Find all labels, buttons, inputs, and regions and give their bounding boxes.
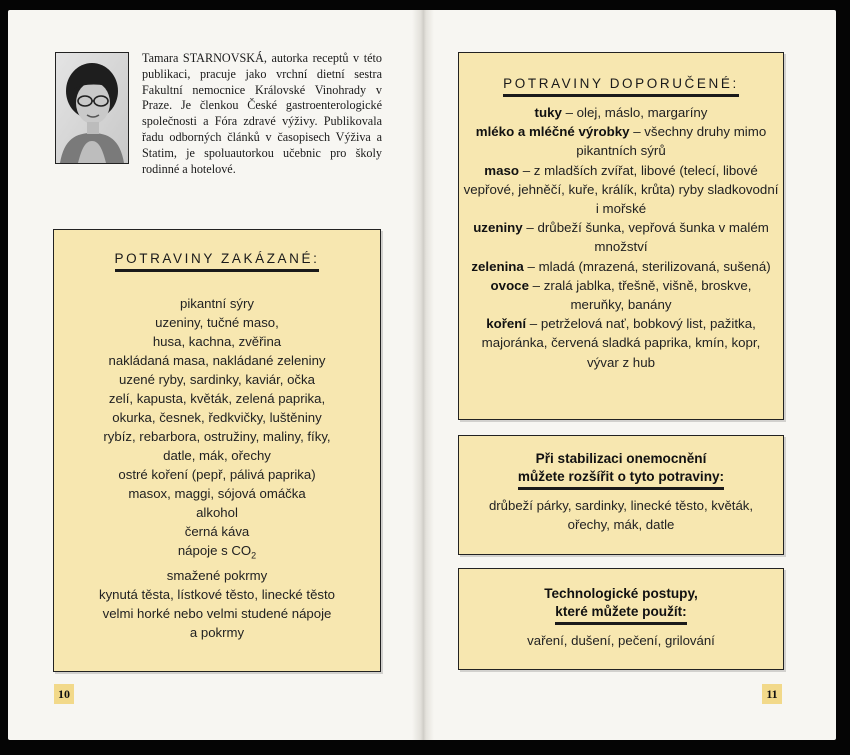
stabilization-title-line1: Při stabilizaci onemocnění <box>535 451 707 466</box>
item-term: zelenina <box>471 258 524 274</box>
item-term: tuky <box>534 105 562 120</box>
item-desc: – všechny druhy mimo pikantních sýrů <box>576 124 767 159</box>
list-item <box>459 257 783 276</box>
stabilization-title-line2: můžete rozšířit o tyto potraviny: <box>518 468 724 490</box>
author-bio: Tamara STARNOVSKÁ, autorka receptů v této publikaci, pracuje jako vrchní dietní sestra Fakultní nemocnice Královské Vinohrady v Praze. Je členkou České gastroenterologické společnosti a Fóra zdravé výživy. Publikovala řadu odborných článků v časopisech Výživa a Statim, je spoluautorkou učebnic pro školy rodinné a hotelové. <box>142 51 382 176</box>
item-term: koření <box>486 316 527 332</box>
list-item: okurka, česnek, ředkvičky, luštěniny <box>112 410 322 425</box>
stabilization-body: drůbeží párky, sardinky, linecké těsto, květák, ořechy, mák, datle <box>488 498 754 532</box>
list-item <box>459 122 783 160</box>
list-item <box>459 314 783 372</box>
co2-subscript: 2 <box>251 550 257 561</box>
list-item <box>459 161 783 219</box>
technology-title-line1: Technologické postupy, <box>544 586 698 601</box>
list-item: uzené ryby, sardinky, kaviár, očka <box>119 372 315 387</box>
author-photo <box>55 52 129 164</box>
list-item: zelí, kapusta, květák, zelená paprika, <box>108 391 326 406</box>
author-portrait-image <box>56 53 128 163</box>
recommended-foods-title: POTRAVINY DOPORUČENÉ: <box>503 76 739 97</box>
list-item: černá káva <box>184 524 250 539</box>
list-item: rybíz, rebarbora, ostružiny, maliny, fíky, <box>103 429 331 444</box>
item-term: mléko a mléčné výrobky <box>475 124 630 140</box>
item-term: ovoce <box>490 277 529 293</box>
item-desc: – olej, máslo, margaríny <box>561 105 708 120</box>
page-number-right: 11 <box>762 684 782 704</box>
technology-title-line2: které můžete použít: <box>555 603 686 625</box>
list-item: smažené pokrmy <box>166 567 268 583</box>
item-desc: – mladá (mrazená, sterilizovaná, sušená) <box>523 258 771 274</box>
forbidden-foods-list <box>54 294 380 642</box>
list-item: datle, mák, ořechy <box>163 448 271 463</box>
list-item: uzeniny, tučné maso, <box>155 315 279 330</box>
stabilization-title <box>459 450 783 490</box>
book-gutter <box>412 10 434 740</box>
list-item <box>459 103 783 122</box>
technology-title <box>459 585 783 625</box>
recommended-foods-list <box>459 103 783 372</box>
list-item: a pokrmy <box>189 624 245 640</box>
stabilization-box <box>458 435 784 555</box>
list-item <box>459 218 783 256</box>
list-item: husa, kachna, zvěřina <box>152 334 282 349</box>
list-item: kynutá těsta, lístkové těsto, linecké těsto <box>98 586 336 602</box>
list-item <box>459 276 783 314</box>
page-number-left: 10 <box>54 684 74 704</box>
list-item: nakládaná masa, nakládané zeleniny <box>108 353 326 368</box>
item-term: uzeniny <box>473 220 523 236</box>
list-item: masox, maggi, sójová omáčka <box>128 486 306 501</box>
co2-text: nápoje s CO <box>177 543 252 558</box>
forbidden-foods-box <box>53 229 381 672</box>
technology-body: vaření, dušení, pečení, grilování <box>527 633 715 648</box>
list-item: pikantní sýry <box>179 296 255 311</box>
list-item: velmi horké nebo velmi studené nápoje <box>102 605 332 621</box>
recommended-foods-box <box>458 52 784 420</box>
item-desc: – drůbeží šunka, vepřová šunka v malém množství <box>522 220 769 255</box>
item-desc: – petrželová nať, bobkový list, pažitka, majoránka, červená sladká paprika, kmín, kopr, vývar z hub <box>481 316 761 370</box>
item-desc: – zralá jablka, třešně, višně, broskve, meruňky, banány <box>528 277 752 313</box>
list-item-co2 <box>54 541 380 566</box>
forbidden-foods-title: POTRAVINY ZAKÁZANÉ: <box>115 251 320 272</box>
list-item: ostré koření (pepř, pálivá paprika) <box>118 467 316 482</box>
list-item: alkohol <box>196 505 238 520</box>
item-desc: – z mladších zvířat, libové (telecí, libové vepřové, jehněčí, kuře, králík, krůta) ryby sladkovodní i mořské <box>463 162 779 217</box>
technology-box <box>458 568 784 670</box>
item-term: maso <box>484 162 520 178</box>
